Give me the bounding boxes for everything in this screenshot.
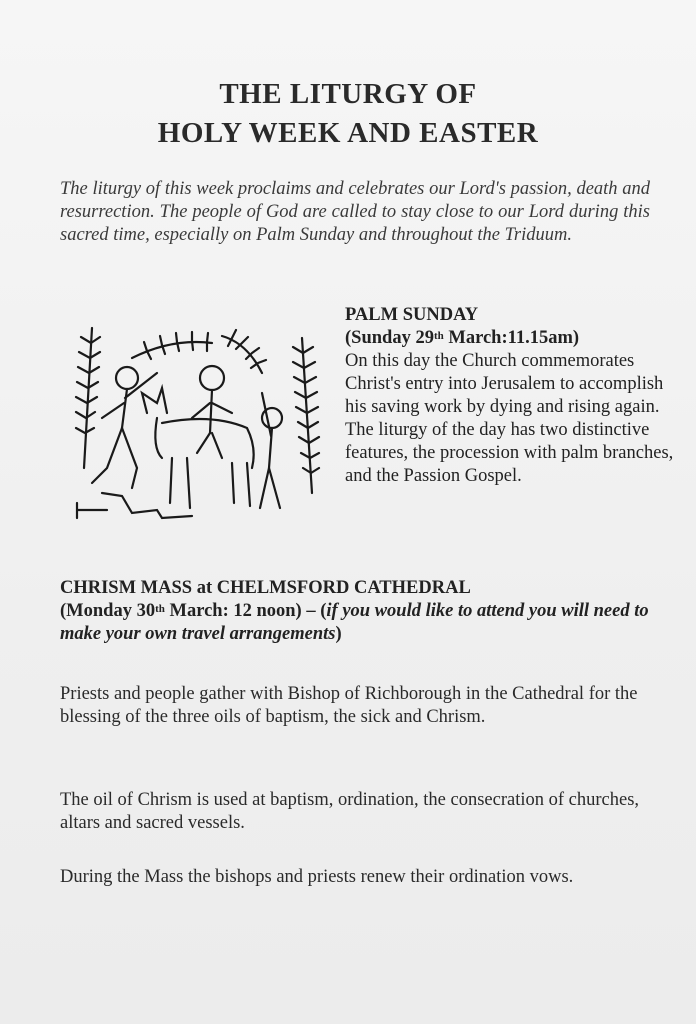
palm-branch-top-icon xyxy=(132,330,266,373)
paragraph-vows: During the Mass the bishops and priests renew their ordination vows. xyxy=(60,867,574,887)
intro-paragraph: The liturgy of this week proclaims and celebrates our Lord's passion, death and resurrection. The people of God are called to stay close to our Lord during this sacred time, especially on Palm Sunday and throughout the Triduum. xyxy=(60,179,650,245)
palm-frond-left-icon xyxy=(76,328,100,468)
palm-sunday-date xyxy=(345,327,675,350)
donkey-rider-icon xyxy=(142,366,254,508)
palm-sunday-date-sup: th xyxy=(433,330,444,342)
palm-sunday-body: On this day the Church commemorates Christ's entry into Jerusalem to accomplish his saving work by dying and rising again. The liturgy of the day has two distinctive features, the procession with palm branches, and the Passion Gospel. xyxy=(345,351,674,486)
chrism-travel-note: if you would like to attend you will need to make your own travel arrangements xyxy=(60,601,649,644)
title-line-1: THE LITURGY OF xyxy=(219,78,477,110)
cloaks-on-ground-icon xyxy=(77,493,192,518)
palm-sunday-date-open: (Sunday 29 xyxy=(345,328,434,348)
chrism-date-open: (Monday 30 xyxy=(60,601,156,621)
palm-sunday-date-close: March:11.15am) xyxy=(443,328,580,348)
chrism-mass-heading: CHRISM MASS at CHELMSFORD CATHEDRAL xyxy=(60,578,471,598)
paragraph-oils: Priests and people gather with Bishop of Richborough in the Cathedral for the blessing of the three oils of baptism, the sick and Chrism. xyxy=(60,684,638,727)
chrism-note-close: ) xyxy=(335,624,342,644)
child-figure-left-icon xyxy=(92,367,157,488)
chrism-date-close: March: 12 noon) – ( xyxy=(164,601,327,621)
chrism-date-sup: th xyxy=(155,603,165,615)
palm-sunday-section xyxy=(345,304,675,488)
palm-sunday-illustration xyxy=(62,318,332,528)
title-line-2: HOLY WEEK AND EASTER xyxy=(157,117,539,149)
child-figure-right-icon xyxy=(260,393,282,508)
palm-frond-right-icon xyxy=(293,338,319,493)
palm-sunday-heading: PALM SUNDAY xyxy=(345,305,479,325)
paragraph-chrism-use: The oil of Chrism is used at baptism, ordination, the consecration of churches, altars and sacred vessels. xyxy=(60,790,640,833)
chrism-mass-date-note xyxy=(60,600,680,646)
